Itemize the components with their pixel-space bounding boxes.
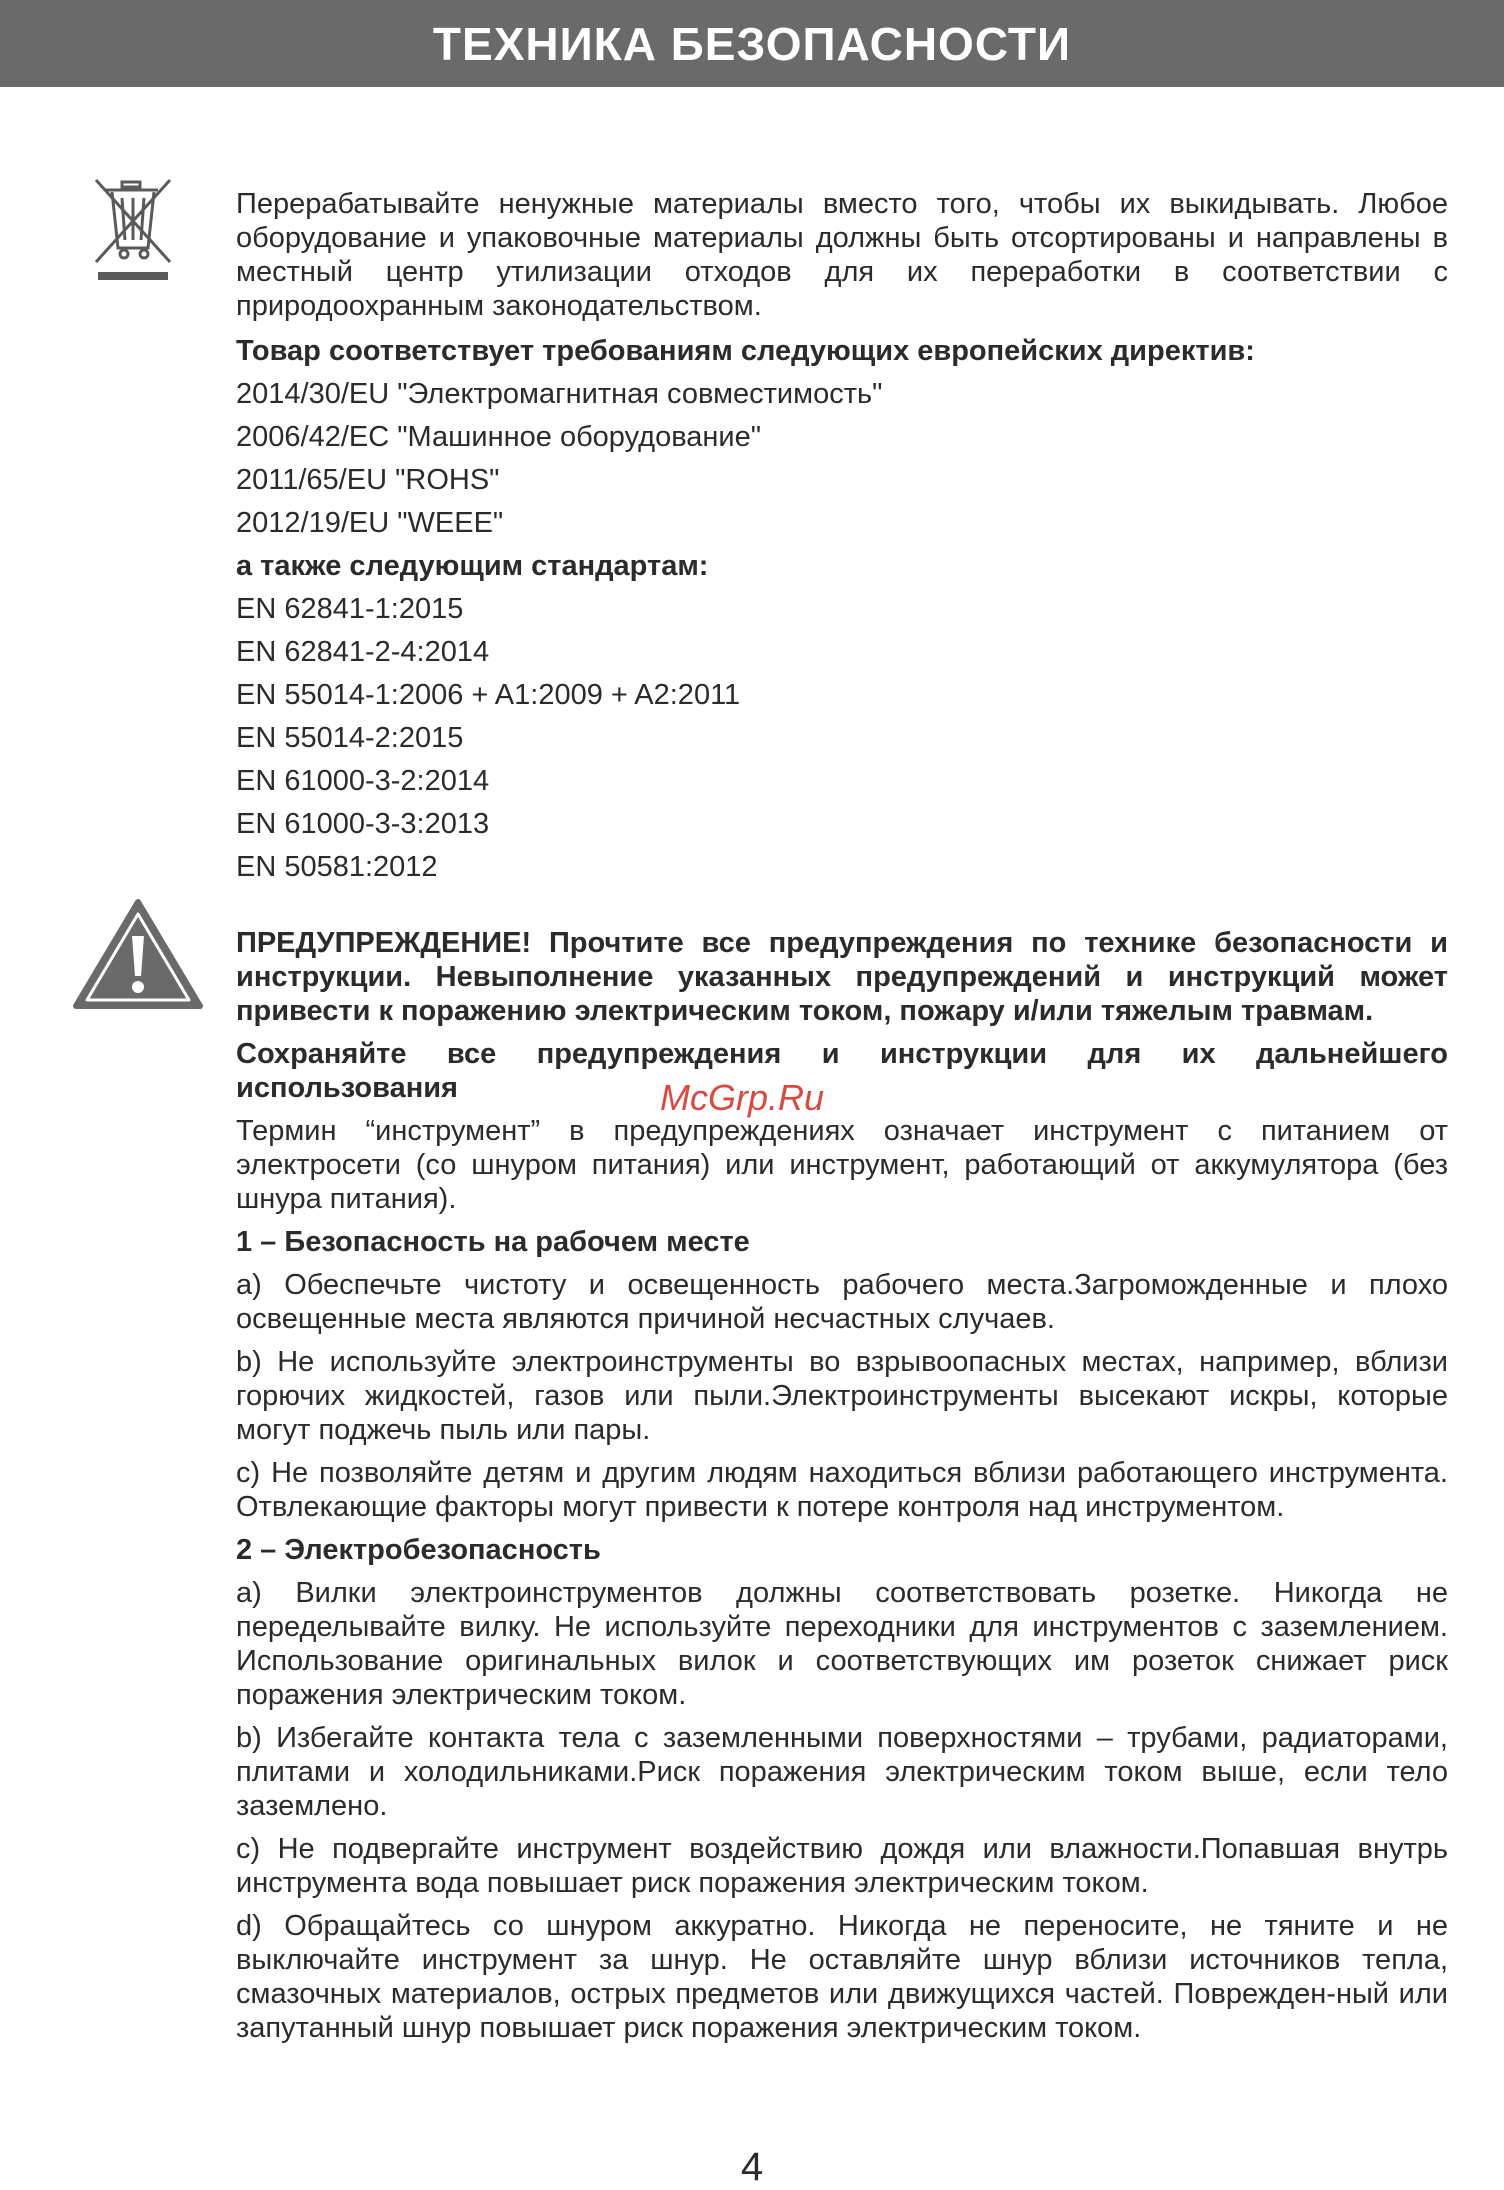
section-1-title: 1 – Безопасность на рабочем месте [236,1226,750,1258]
standard-item: EN 50581:2012 [236,851,438,883]
directive-item: 2014/30/EU "Электромагнитная совместимость" [236,378,883,410]
section-2-item: a) Вилки электроинструментов должны соответствовать розетке. Никогда не переделывайте вилку. Не используйте переходники для инструментов с заземлением. Использование оригинальных вилок и соответствующих им розеток снижает риск поражения электрическим током. [236,1577,1448,1711]
section-2-item: c) Не подвергайте инструмент воздействию дождя или влажности.Попавшая внутрь инструмента вода повышает риск поражения электрическим током. [236,1833,1448,1899]
section-2-item: d) Обращайтесь со шнуром аккуратно. Никогда не переносите, не тяните и не выключайте инструмент за шнур. Не оставляйте шнур вблизи источников тепла, смазочных материалов, острых предметов или движущихся частей. Поврежден-ный или запутанный шнур повышает риск поражения электрическим током. [236,1910,1448,2044]
standard-item: EN 55014-2:2015 [236,722,464,754]
safety-instructions-block [236,926,1448,2045]
term-definition: Термин “инструмент” в предупреждениях означает инструмент с питанием от электросети (со шнуром питания) или инструмент, работающий от аккумулятора (без шнура питания). [236,1115,1448,1215]
recycle-text: Перерабатывайте ненужные материалы вместо того, чтобы их выкидывать. Любое оборудование и упаковочные материалы должны быть отсортированы и направлены в местный центр утилизации отходов для их переработки в соответствии с природоохранным законодательством. [236,188,1448,322]
section-2-title: 2 – Электробезопасность [236,1534,601,1566]
watermark: McGrp.Ru [660,1077,825,1118]
directive-item: 2012/19/EU "WEEE" [236,507,504,539]
standard-item: EN 62841-2-4:2014 [236,636,490,668]
warning-main-text: ПРЕДУПРЕЖДЕНИЕ! Прочтите все предупреждения по технике безопасности и инструкции. Невыполнение указанных предупреждений и инструкций может привести к поражению электрическим током, пожару и/или тяжелым травмам. [236,927,1448,1027]
standard-item: EN 55014-1:2006 + A1:2009 + A2:2011 [236,679,741,711]
crossed-out-wheelie-bin-icon [92,178,174,286]
recycling-and-compliance-block [236,187,1448,884]
directives-heading: Товар соответствует требованиям следующих европейских директив: [236,335,1255,367]
standards-heading: а также следующим стандартам: [236,550,709,582]
page-header [0,0,1504,87]
directive-item: 2006/42/EC "Машинное оборудование" [236,421,762,453]
section-2-item: b) Избегайте контакта тела с заземленными поверхностями – трубами, радиаторами, плитами и холодильниками.Риск поражения электрическим током выше, если тело заземлено. [236,1722,1448,1822]
section-1-item: c) Не позволяйте детям и другим людям находиться вблизи работающего инструмента. Отвлекающие факторы могут привести к потере контроля над инструментом. [236,1457,1448,1523]
standard-item: EN 61000-3-2:2014 [236,765,490,797]
standard-item: EN 62841-1:2015 [236,593,464,625]
directive-item: 2011/65/EU "ROHS" [236,464,500,496]
page-title: ТЕХНИКА БЕЗОПАСНОСТИ [432,17,1072,70]
warning-keep-text: Сохраняйте все предупреждения и инструкции для их дальнейшего использования [236,1038,1448,1104]
standard-item: EN 61000-3-3:2013 [236,808,490,840]
page-number: 4 [740,2145,764,2189]
warning-triangle-icon [72,898,204,1012]
section-1-item: b) Не используйте электроинструменты во взрывоопасных местах, например, вблизи горючих жидкостей, газов или пыли.Электроинструменты высекают искры, которые могут поджечь пыль или пары. [236,1346,1448,1446]
section-1-item: a) Обеспечьте чистоту и освещенность рабочего места.Загроможденные и плохо освещенные места являются причиной несчастных случаев. [236,1269,1448,1335]
